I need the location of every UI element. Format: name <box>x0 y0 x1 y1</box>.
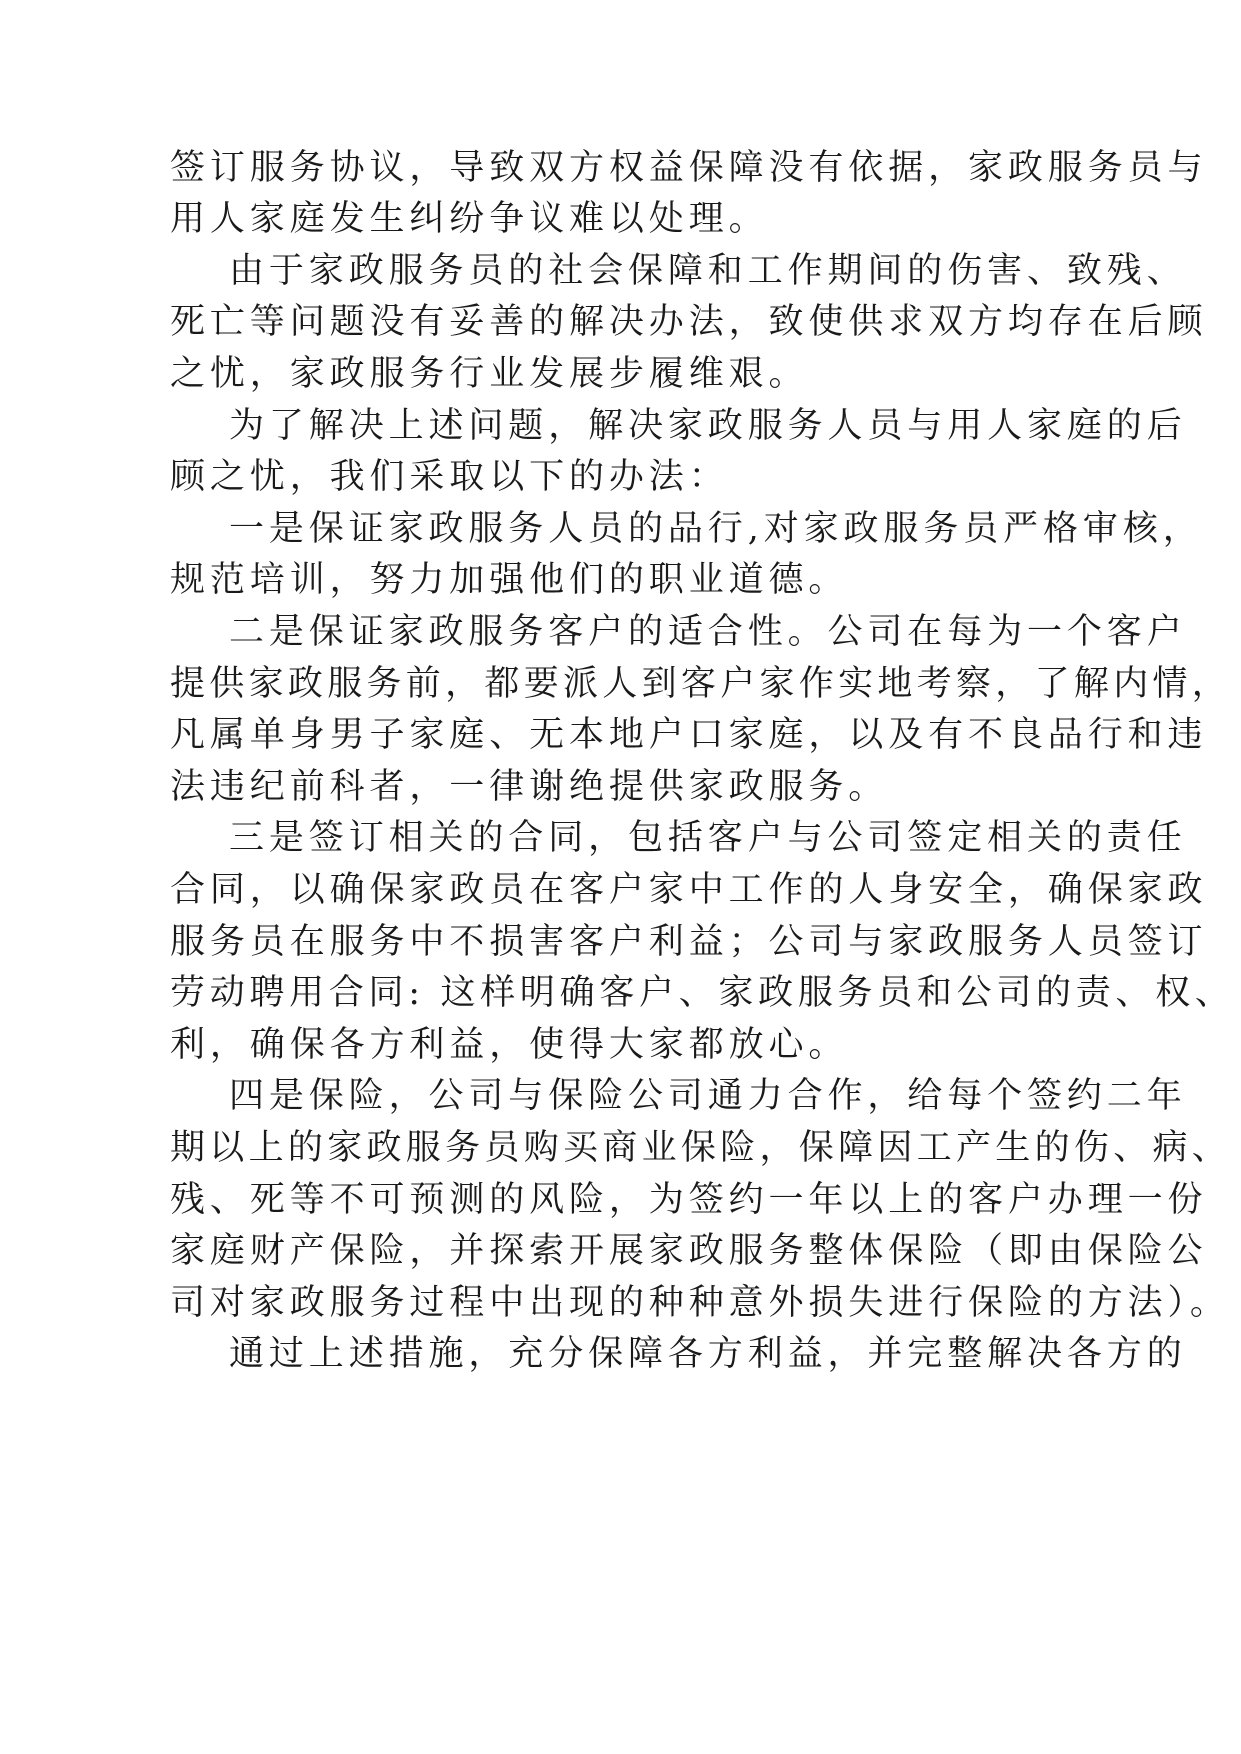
text-line: 签订服务协议，导致双方权益保障没有依据，家政服务员与 <box>170 148 1208 188</box>
text-line: 利，确保各方利益，使得大家都放心。 <box>170 1025 849 1065</box>
text-line: 之忧，家政服务行业发展步履维艰。 <box>170 354 809 394</box>
text-line: 法违纪前科者，一律谢绝提供家政服务。 <box>170 767 889 807</box>
text-line: 四是保险，公司与保险公司通力合作，给每个签约二年 <box>229 1076 1187 1116</box>
text-line: 为了解决上述问题，解决家政服务人员与用人家庭的后 <box>229 406 1187 446</box>
text-line: 服务员在服务中不损害客户利益；公司与家政服务人员签订 <box>170 922 1208 962</box>
text-line: 通过上述措施，充分保障各方利益，并完整解决各方的 <box>229 1334 1187 1374</box>
text-line: 三是签订相关的合同，包括客户与公司签定相关的责任 <box>229 818 1187 858</box>
text-line: 用人家庭发生纠纷争议难以处理。 <box>170 199 769 239</box>
text-line: 家庭财产保险，并探索开展家政服务整体保险（即由保险公 <box>170 1231 1208 1271</box>
text-line: 二是保证家政服务客户的适合性。公司在每为一个客户 <box>229 612 1187 652</box>
text-line: 期以上的家政服务员购买商业保险，保障因工产生的伤、病、 <box>170 1128 1232 1168</box>
text-line: 提供家政服务前，都要派人到客户家作实地考察，了解内情， <box>170 664 1232 704</box>
text-line: 一是保证家政服务人员的品行,对家政服务员严格审核， <box>229 509 1203 549</box>
text-line: 司对家政服务过程中出现的种种意外损失进行保险的方法）。 <box>170 1283 1230 1323</box>
text-line: 残、死等不可预测的风险，为签约一年以上的客户办理一份 <box>170 1180 1208 1220</box>
text-line: 顾之忧，我们采取以下的办法： <box>170 457 729 497</box>
text-line: 由于家政服务员的社会保障和工作期间的伤害、致残、 <box>229 251 1187 291</box>
text-line: 死亡等问题没有妥善的解决办法，致使供求双方均存在后顾 <box>170 302 1208 342</box>
text-line: 规范培训，努力加强他们的职业道德。 <box>170 560 849 600</box>
text-line: 劳动聘用合同: 这样明确客户、家政服务员和公司的责、权、 <box>170 973 1235 1013</box>
text-line: 凡属单身男子家庭、无本地户口家庭，以及有不良品行和违 <box>170 715 1208 755</box>
text-line: 合同，以确保家政员在客户家中工作的人身安全，确保家政 <box>170 870 1208 910</box>
